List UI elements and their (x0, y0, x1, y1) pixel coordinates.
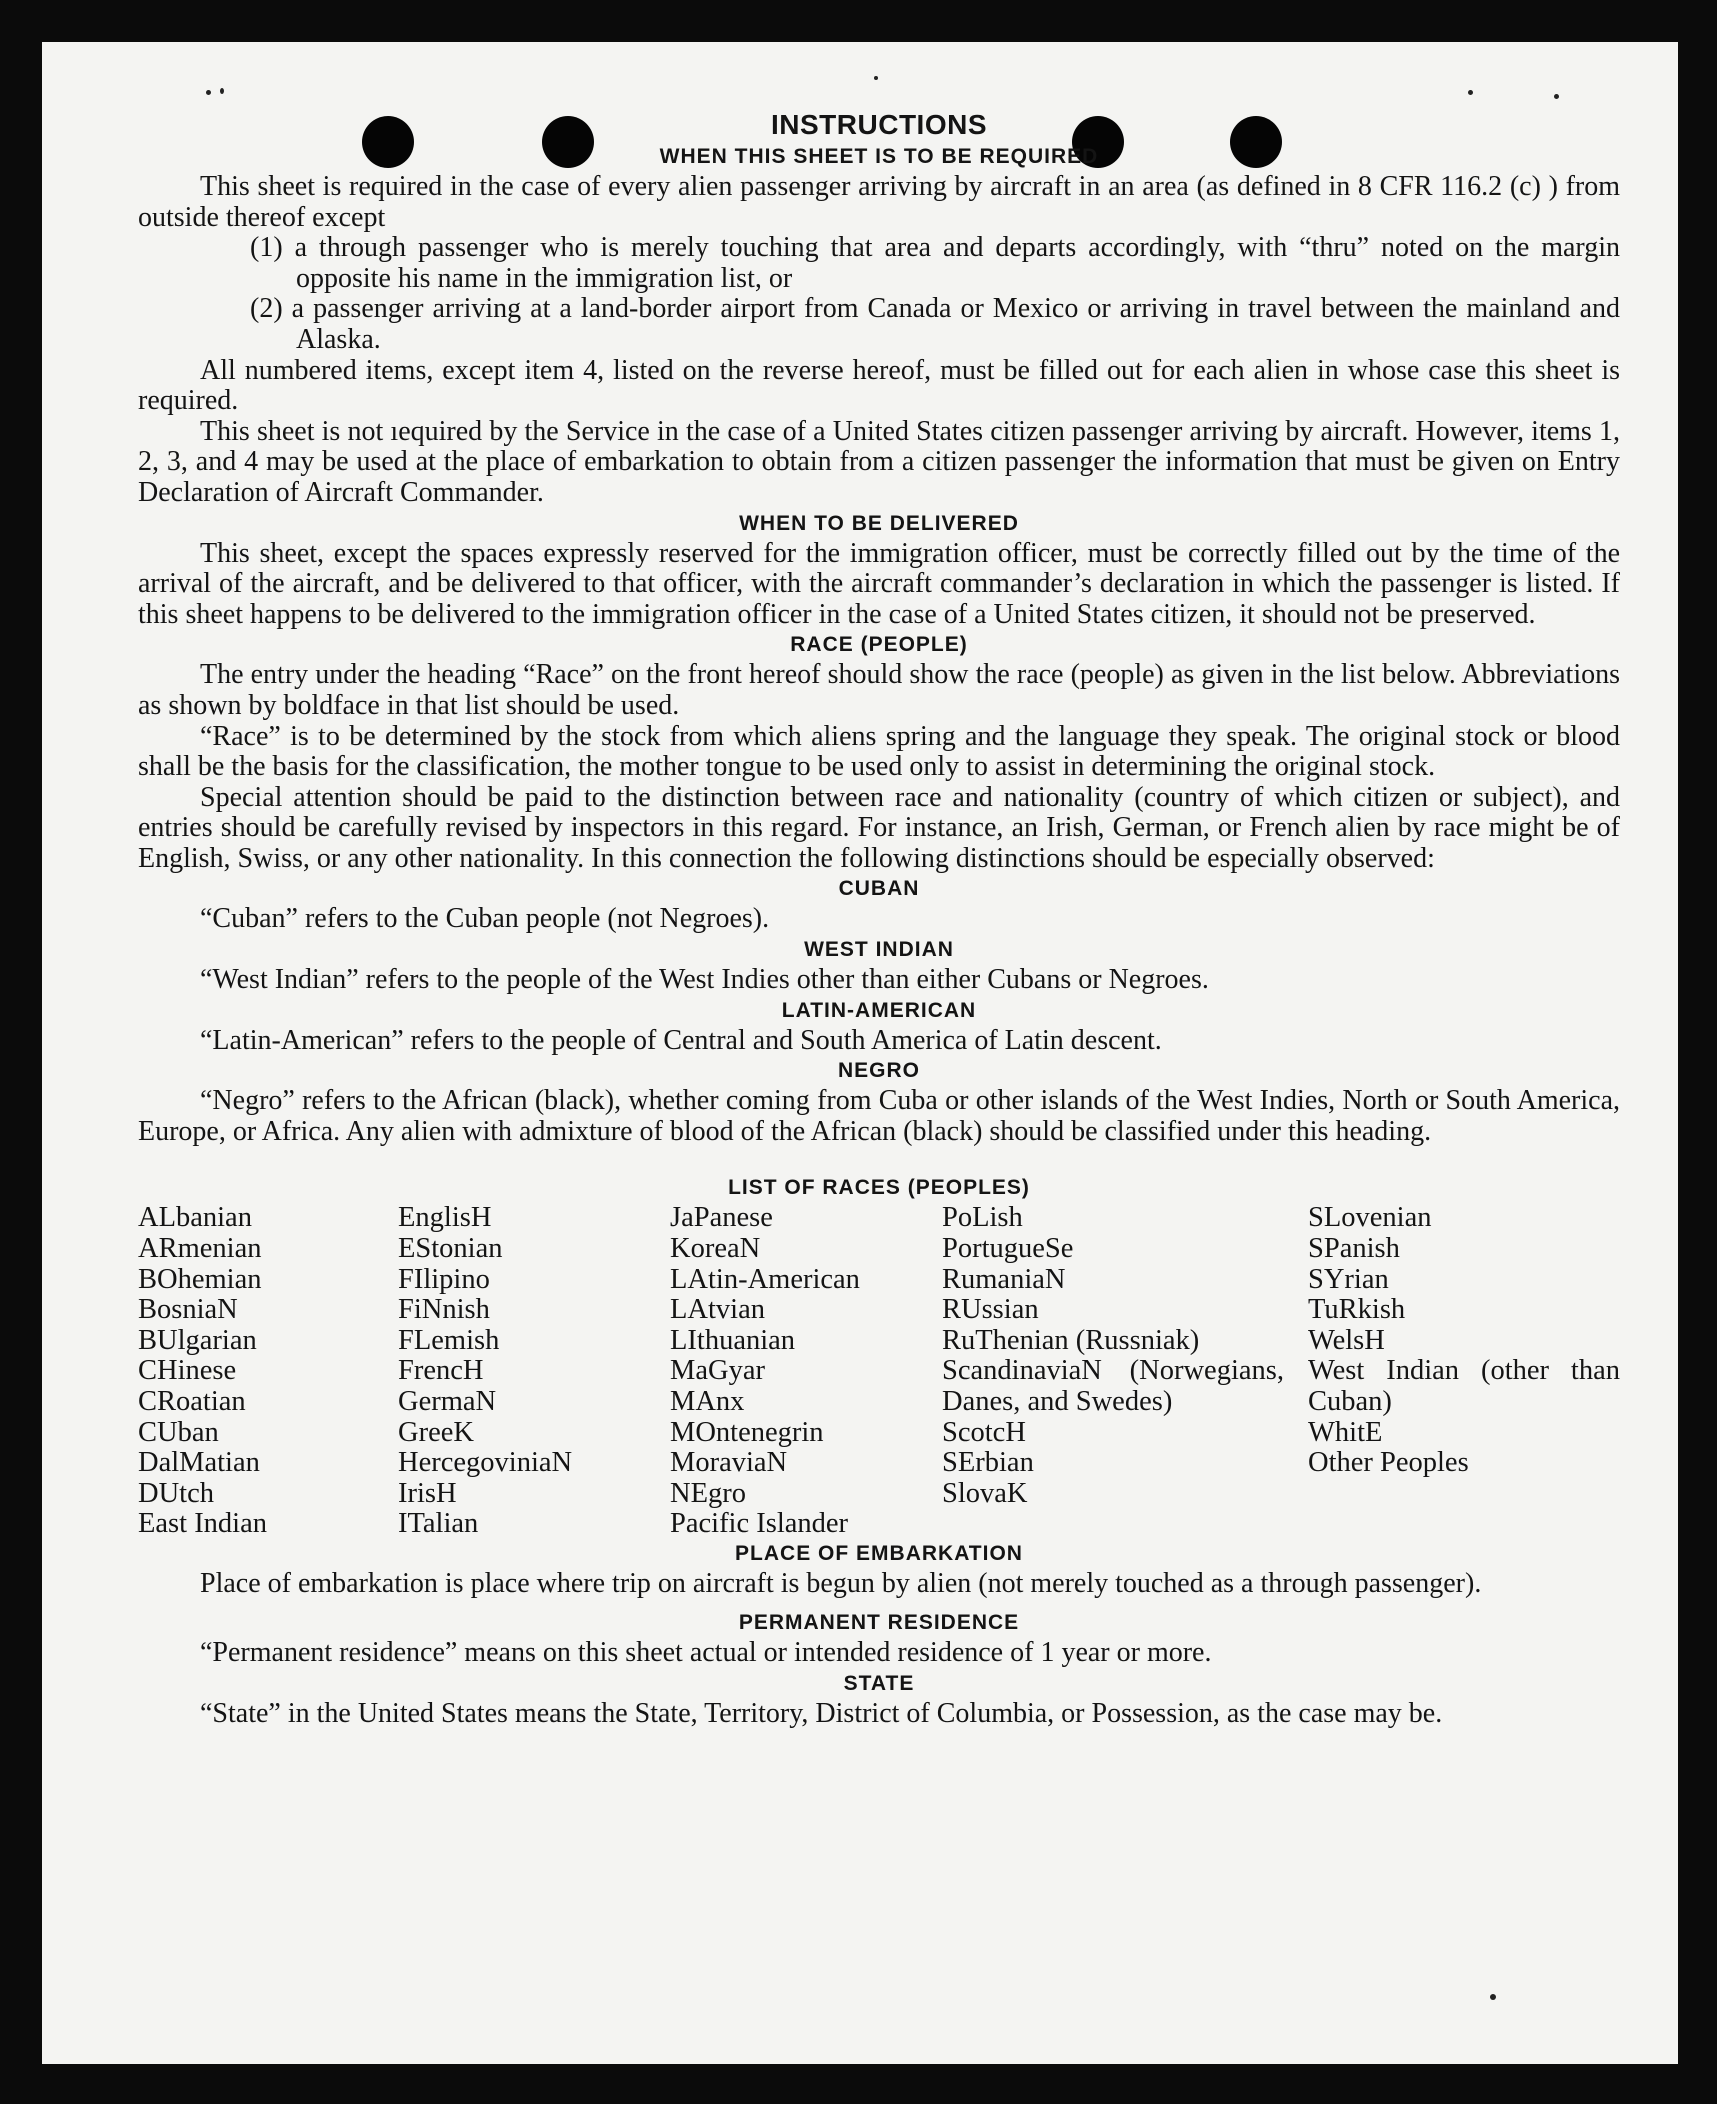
race-item: MaGyar (670, 1355, 765, 1387)
paragraph: The entry under the heading “Race” on the front hereof should show the race (people) as given in the list below. Abbreviations as shown by boldface in that list should be used. (138, 659, 1620, 721)
speck (1554, 94, 1559, 99)
paragraph: Place of embarkation is place where trip on aircraft is begun by alien (not merely touched as a through passenger). (200, 1568, 1482, 1600)
instructions-content (138, 108, 1620, 1729)
races-column (670, 1203, 860, 1540)
race-item: ITalian (398, 1508, 479, 1540)
paragraph: This sheet, except the spaces expressly reserved for the immigration officer, must be correctly filled out by the time of the arrival of the aircraft, and be delivered to that officer, with the aircraft commander’s declaration in which the passenger is listed. If this sheet happens to be delivered to the immigration officer in the case of a United States citizen, it should not be preserved. (138, 537, 1620, 630)
paragraph: This sheet is required in the case of every alien passenger arriving by aircraft in an area (as defined in 8 CFR 116.2 (c) ) from outside thereof except (138, 171, 1620, 233)
race-item: CHinese (138, 1355, 237, 1387)
list-item: (2) a passenger arriving at a land-border airport from Canada or Mexico or arriving in travel between the mainland and Alaska. (250, 293, 1620, 355)
race-item: DalMatian (138, 1447, 260, 1479)
section-heading-state: STATE (843, 1671, 915, 1695)
race-item: EnglisH (398, 1202, 492, 1234)
race-item: Other Peoples (1308, 1447, 1469, 1479)
races-column (1308, 1203, 1620, 1478)
section-heading-race: RACE (PEOPLE) (790, 633, 968, 657)
paragraph: “Race” is to be determined by the stock from which aliens spring and the language they speak. The original stock or blood shall be the basis for the classification, the mother tongue to be used only to assist in determining the original stock. (138, 720, 1620, 783)
race-item: LAtin-American (670, 1263, 860, 1295)
race-item: FiNnish (398, 1294, 490, 1326)
section-heading-west-indian: WEST INDIAN (804, 938, 954, 962)
race-item: BOhemian (138, 1263, 262, 1295)
race-item: West Indian (other than Cuban) (1308, 1355, 1620, 1417)
speck (206, 90, 211, 95)
section-heading-races-list: LIST OF RACES (PEOPLES) (728, 1176, 1030, 1200)
paragraph: “Cuban” refers to the Cuban people (not Negroes). (200, 903, 770, 935)
race-item: JaPanese (670, 1202, 773, 1234)
race-item: DUtch (138, 1477, 214, 1509)
race-item: FIlipino (398, 1263, 490, 1295)
race-item: MAnx (670, 1386, 745, 1417)
paragraph: “Negro” refers to the African (black), whether coming from Cuba or other islands of the West Indies, North or South America, Europe, or Africa. Any alien with admixture of blood of the African (black) should be classified under this heading. (138, 1085, 1620, 1147)
race-item: PortugueSe (942, 1233, 1074, 1265)
race-item: NEgro (670, 1477, 746, 1509)
race-item: SErbian (942, 1447, 1034, 1479)
race-item: SlovaK (942, 1477, 1028, 1509)
race-item: MOntenegrin (670, 1416, 824, 1448)
section-heading-residence: PERMANENT RESIDENCE (738, 1611, 1020, 1635)
paragraph: “Latin-American” refers to the people of Central and South America of Latin descent. (200, 1024, 1162, 1056)
section-heading-required: WHEN THIS SHEET IS TO BE REQUIRED (659, 145, 1099, 168)
document-sheet (42, 42, 1678, 2064)
race-item: ARmenian (138, 1233, 262, 1265)
race-item: RUssian (942, 1294, 1039, 1326)
paragraph: “State” in the United States means the State, Territory, District of Columbia, or Possession, as the case may be. (200, 1697, 1443, 1729)
race-item: ALbanian (138, 1202, 252, 1234)
race-item: TuRkish (1308, 1294, 1406, 1326)
races-column (398, 1203, 572, 1540)
race-item: FLemish (398, 1324, 500, 1356)
race-item: SYrian (1308, 1263, 1389, 1295)
paragraph: All numbered items, except item 4, listed on the reverse hereof, must be filled out for each alien in whose case this sheet is required. (138, 354, 1620, 417)
race-item: PoLish (942, 1202, 1023, 1234)
races-column (138, 1203, 267, 1540)
races-column (942, 1203, 1284, 1509)
speck (874, 76, 878, 80)
race-item: EStonian (398, 1233, 503, 1265)
race-item: GermaN (398, 1386, 497, 1417)
race-item: SPanish (1308, 1233, 1400, 1265)
paragraph: “West Indian” refers to the people of the West Indies other than either Cubans or Negroes. (200, 964, 1209, 996)
race-item: KoreaN (670, 1233, 761, 1265)
race-item: RuThenian (Russniak) (942, 1324, 1200, 1356)
race-item: SLovenian (1308, 1202, 1432, 1234)
race-item: LAtvian (670, 1294, 765, 1326)
race-item: IrisH (398, 1477, 457, 1509)
race-item: HercegoviniaN (398, 1447, 573, 1479)
section-heading-negro: NEGRO (837, 1059, 920, 1083)
race-item: BosniaN (138, 1294, 238, 1326)
race-item: Pacific Islander (670, 1508, 849, 1540)
race-item: RumaniaN (942, 1263, 1066, 1295)
race-item: MoraviaN (670, 1447, 788, 1479)
race-item: LIthuanian (670, 1324, 796, 1356)
race-item: ScandinaviaN (Norwegians, Danes, and Swedes) (942, 1355, 1284, 1417)
list-item: (1) a through passenger who is merely touching that area and departs accordingly, with “thru” noted on the margin opposite his name in the immigration list, or (250, 232, 1620, 294)
race-item: WhitE (1308, 1416, 1383, 1448)
speck (1490, 1994, 1496, 2000)
race-item: FrencH (398, 1355, 484, 1387)
page-title: INSTRUCTIONS (771, 109, 987, 140)
paragraph: Special attention should be paid to the distinction between race and nationality (country of which citizen or subject), and entries should be carefully revised by inspectors in this regard. For instance, an Irish, German, or French alien by race might be of English, Swiss, or any other nationality. In this connection the following distinctions should be especially observed: (138, 781, 1620, 874)
race-item: East Indian (138, 1508, 268, 1540)
section-heading-delivered: WHEN TO BE DELIVERED (739, 511, 1019, 535)
races-list (138, 1203, 1620, 1539)
section-heading-latin-american: LATIN-AMERICAN (781, 998, 977, 1022)
race-item: BUlgarian (138, 1324, 257, 1356)
paragraph: This sheet is not ıequired by the Service in the case of a United States citizen passenger arriving by aircraft. However, items 1, 2, 3, and 4 may be used at the place of embarkation to obtain from a citizen passenger the information that must be given on Entry Declaration of Aircraft Commander. (138, 415, 1620, 508)
speck (1468, 90, 1473, 95)
section-heading-embarkation: PLACE OF EMBARKATION (735, 1542, 1023, 1566)
race-item: ScotcH (942, 1416, 1026, 1448)
section-heading-cuban: CUBAN (838, 877, 920, 901)
race-item: CUban (138, 1416, 219, 1448)
race-item: GreeK (398, 1416, 474, 1448)
race-item: CRoatian (138, 1386, 246, 1417)
speck (220, 88, 224, 94)
paragraph: “Permanent residence” means on this sheet actual or intended residence of 1 year or more. (200, 1637, 1212, 1669)
race-item: WelsH (1308, 1324, 1385, 1356)
